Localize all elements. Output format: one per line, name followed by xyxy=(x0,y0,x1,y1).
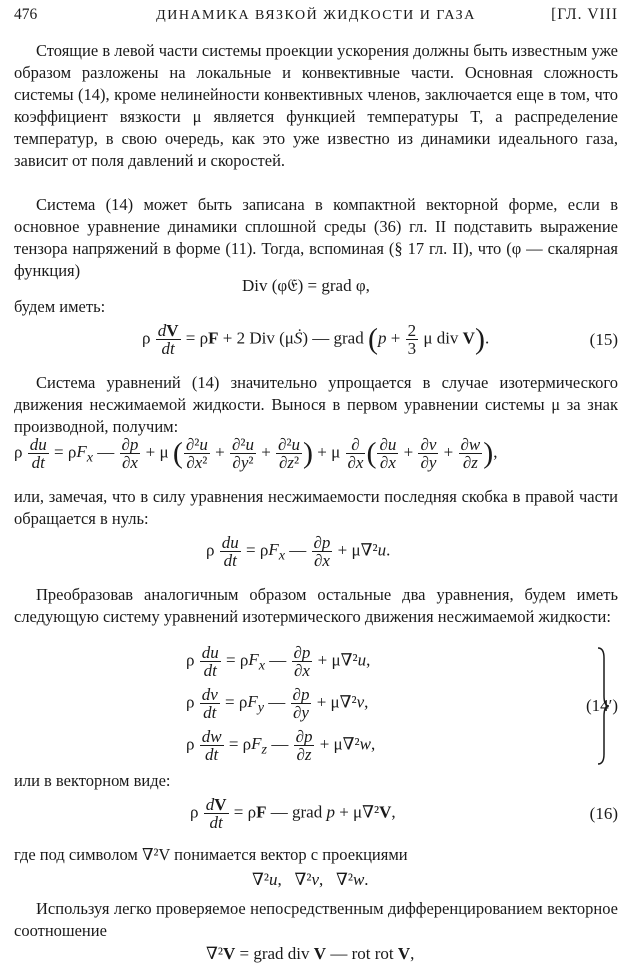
paragraph-5: или, замечая, что в силу уравнения несжимаемости последняя скобка в правой части обращается в нуль: xyxy=(14,487,618,528)
paragraph-8: где под символом ∇²V понимается вектор с проекциями xyxy=(14,845,408,864)
running-header xyxy=(14,6,618,30)
equation-x-momentum-expanded: ρ $\frac{du}{dt}$ = $\rho F_x$ — $\frac{\partial p}{\partial x}$ + μ ( $\frac{\text{∂²u}}{\text{∂x²}}$ + $\frac{\text{∂²u}}{\text{∂y²}}$ + $\frac{\text{∂²u}}{\text{∂z²}}$ ) + μ $\frac{\partial}{\partial x}$ ( $\frac{\partial u}{\partial x}$ + $\frac{\partial v}{\partial y}$ + $\frac{\partial w}{\partial z}$ ), xyxy=(14,435,498,472)
paragraph-1: Стоящие в левой части системы проекции ускорения должны быть известным уже образом разложены на локальные и конвективные части. Основная сложность системы (14), кроме нелинейности конвективных членов, заключается еще в том, что коэффициент вязкости μ является функцией температуры T, а распределение температур, в свою очередь, как это уже известно из динамики идеального газа, зависит от поля давлений и скоростей. xyxy=(14,41,618,170)
equation-16-number: (16) xyxy=(589,804,618,823)
equation-div-identity: Div (φ𝔈) = grad φ, xyxy=(242,276,370,295)
equation-16: ρ $\frac{dV}{dt}$ = ρF — grad p + μ∇²V, (16) xyxy=(190,795,618,832)
paragraph-2: Система (14) может быть записана в компактной векторной форме, если в основное уравнение динамики сплошной среды (36) гл. II подставить выражение тензора напряжений в форме (11). Тогда, вспоминая (§ 17 гл. II), что (φ — скалярная функция) xyxy=(14,195,618,280)
equation-15: ρ $\frac{dV}{dt}$ = ρF + 2 Div (μṠ) — grad (p + $\frac{2}{3}$ μ div V). (15) xyxy=(142,321,618,358)
running-title: ДИНАМИКА ВЯЗКОЙ ЖИДКОСТИ И ГАЗА xyxy=(156,8,476,23)
paragraph-7: или в векторном виде: xyxy=(14,771,171,790)
equation-15-number: (15) xyxy=(589,330,618,349)
equation-system-14prime: ρ $\frac{du}{dt}$ = $\rho F_x$ — $\frac{\partial p}{\partial x}$ + μ∇²u, ρ $\frac{dv}{dt}$ = $\rho F_y$ — $\frac{\partial p}{\partial y}$ + μ∇²v, ρ $\frac{dw}{dt}$ = $\rho F_z$ — $\frac{\partial p}{\partial z}$ + μ∇²w, xyxy=(186,644,616,768)
equation-x-momentum-simplified: ρ $\frac{du}{dt}$ = $\rho F_x$ — $\frac{\partial p}{\partial x}$ + μ∇²u. xyxy=(206,533,391,570)
paragraph-3: будем иметь: xyxy=(14,297,106,316)
paragraph-4: Система уравнений (14) значительно упрощается в случае изотермического движения несжимаемой жидкости. Вынося в первом уравнении системы μ за знак производной, получим: xyxy=(14,373,618,436)
paragraph-9: Используя легко проверяемое непосредственным дифференцированием векторное соотношение xyxy=(14,899,618,940)
page-number: 476 xyxy=(14,6,38,23)
paragraph-6: Преобразовав аналогичным образом остальные два уравнения, будем иметь следующую систему уравнений изотермического движения несжимаемой жидкости: xyxy=(14,585,618,626)
equation-vector-projections: ∇²u, ∇²v, ∇²w. xyxy=(252,870,369,889)
equation-vector-identity: ∇²V = grad div V — rot rot V, xyxy=(206,944,415,963)
equation-14prime-number: (14′) xyxy=(585,696,618,715)
equation-14prime-label xyxy=(14,696,618,720)
chapter-label: [ГЛ. VIII xyxy=(551,6,618,23)
